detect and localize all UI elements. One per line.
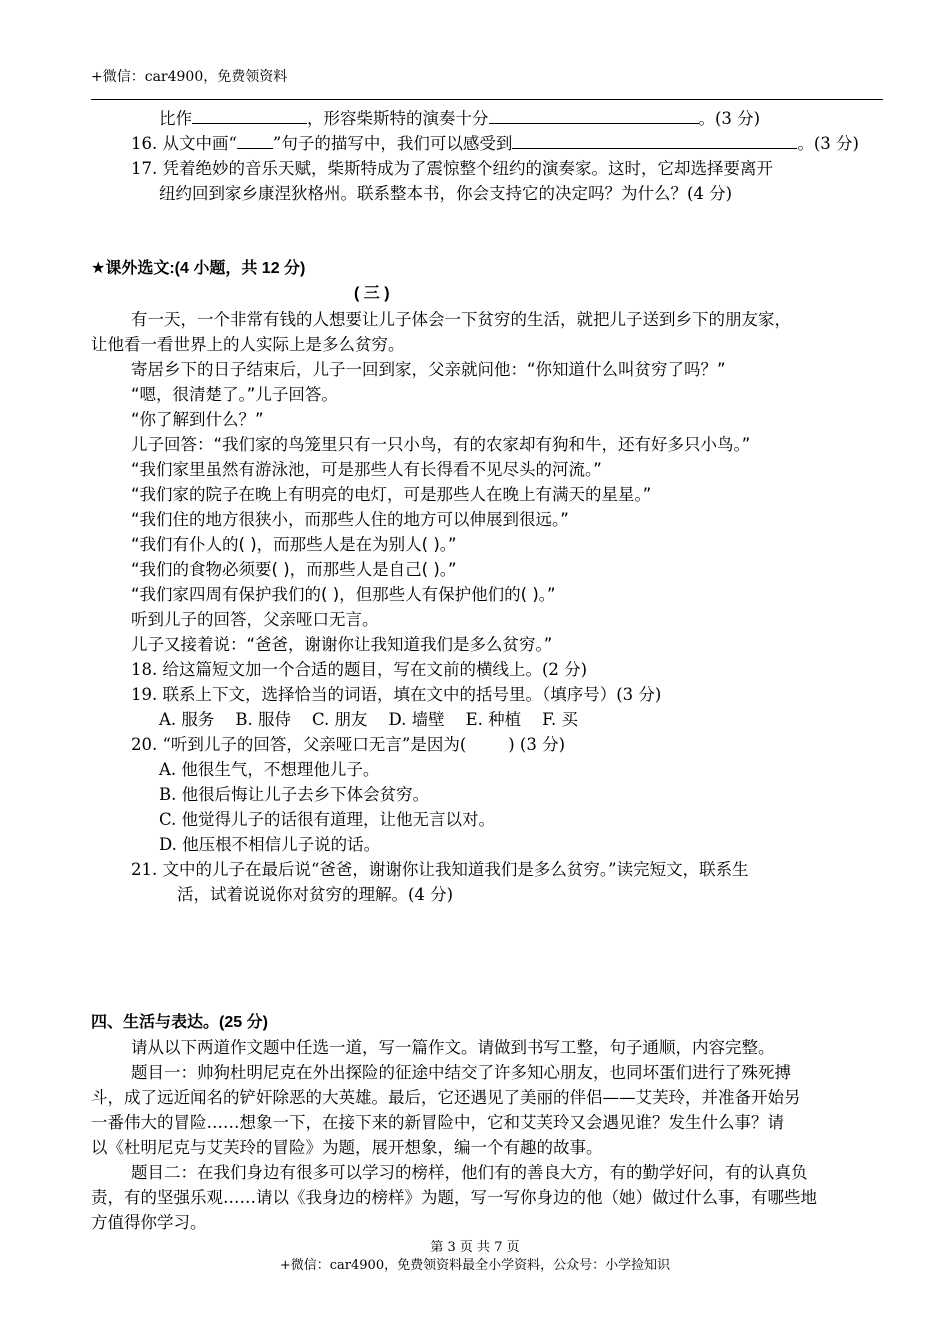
q15-text-c: 。(3 分): [698, 109, 761, 128]
story-line: 有一天，一个非常有钱的人想要让儿子体会一下贫穷的生活，就把儿子送到乡下的朋友家，: [131, 310, 791, 329]
essay-line: 以《杜明尼克与艾芙玲的冒险》为题，展开想象，编一个有趣的故事。: [91, 1138, 603, 1157]
q15-line: [159, 108, 760, 130]
q20-option-b: B. 他很后悔让儿子去乡下体会贫穷。: [159, 785, 430, 804]
q20-option-a: A. 他很生气，不想理他儿子。: [159, 760, 380, 779]
q15-text-b: ，形容柴斯特的演奏十分: [307, 109, 489, 128]
q18-line: 18. 给这篇短文加一个合适的题目，写在文前的横线上。(2 分): [131, 660, 588, 679]
story-line: 儿子回答：“我们家的鸟笼里只有一只小鸟，有的农家却有狗和牛，还有好多只小鸟。”: [131, 435, 751, 454]
q15-text-a: 比作: [159, 109, 192, 128]
story-line: 听到儿子的回答，父亲哑口无言。: [131, 610, 379, 629]
footer-note: +微信：car4900，免费领资料最全小学资料，公众号：小学捡知识: [279, 1258, 671, 1273]
answer-blank: [192, 109, 307, 124]
story-line: “我们有仆人的( )，而那些人是在为别人( )。”: [131, 535, 457, 554]
q20-line: 20. “听到儿子的回答，父亲哑口无言”是因为( ) (3 分): [131, 735, 566, 754]
q20-option-d: D. 他压根不相信儿子说的话。: [159, 835, 381, 854]
header-rule: [91, 99, 883, 100]
answer-blank: [237, 134, 273, 149]
essay-line: 一番伟大的冒险……想象一下，在接下来的新冒险中，它和艾芙玲又会遇见谁？发生什么事？请: [91, 1113, 784, 1132]
q21-line-1: 21. 文中的儿子在最后说“爸爸，谢谢你让我知道我们是多么贫穷。”读完短文，联系生: [131, 860, 749, 879]
header-note: +微信：car4900，免费领资料: [91, 69, 288, 85]
section4-heading: 四、生活与表达。(25 分): [91, 1014, 268, 1031]
story-line: “我们家四周有保护我们的( )，但那些人有保护他们的( )。”: [131, 585, 556, 604]
q16-line: [131, 133, 859, 155]
answer-blank: [512, 134, 797, 149]
section3-subheading: ( 三 ): [354, 285, 390, 302]
story-line: “我们家里虽然有游泳池，可是那些人有长得看不见尽头的河流。”: [131, 460, 602, 479]
story-line: “我们的食物必须要( )，而那些人是自己( )。”: [131, 560, 457, 579]
story-line: 儿子又接着说：“爸爸，谢谢你让我知道我们是多么贫穷。”: [131, 635, 553, 654]
essay-line: 题目一：帅狗杜明尼克在外出探险的征途中结交了许多知心朋友，也同坏蛋们进行了殊死搏: [131, 1063, 791, 1082]
q17-line-1: 17. 凭着绝妙的音乐天赋，柴斯特成为了震惊整个纽约的演奏家。这时，它却选择要离开: [131, 159, 773, 178]
q19-options: A. 服务 B. 服侍 C. 朋友 D. 墙壁 E. 种植 F. 买: [159, 710, 578, 729]
q16-text-c: 。(3 分): [797, 134, 859, 153]
q16-text-b: ”句子的描写中，我们可以感受到: [272, 134, 513, 153]
story-line: 让他看一看世界上的人实际上是多么贫穷。: [91, 335, 405, 354]
q16-text-a: 16. 从文中画“: [131, 134, 237, 153]
story-line: “我们家的院子在晚上有明亮的电灯，可是那些人在晚上有满天的星星。”: [131, 485, 652, 504]
story-line: “你了解到什么？”: [131, 410, 264, 429]
q21-line-2: 活，试着说说你对贫穷的理解。(4 分): [177, 885, 454, 904]
essay-line: 题目二：在我们身边有很多可以学习的榜样，他们有的善良大方，有的勤学好问，有的认真负: [131, 1163, 808, 1182]
page-number: 第 3 页 共 7 页: [430, 1240, 520, 1255]
section3-heading: ★课外选文:(4 小题，共 12 分): [91, 260, 306, 277]
story-line: “嗯，很清楚了。”儿子回答。: [131, 385, 338, 404]
story-line: “我们住的地方很狭小，而那些人住的地方可以伸展到很远。”: [131, 510, 569, 529]
essay-line: 方值得你学习。: [91, 1213, 207, 1232]
story-line: 寄居乡下的日子结束后，儿子一回到家，父亲就问他：“你知道什么叫贫穷了吗？”: [131, 360, 726, 379]
essay-line: 请从以下两道作文题中任选一道，写一篇作文。请做到书写工整，句子通顺，内容完整。: [131, 1038, 775, 1057]
q19-line: 19. 联系上下文，选择恰当的词语，填在文中的括号里。（填序号）(3 分): [131, 685, 662, 704]
answer-blank: [489, 109, 699, 124]
essay-line: 责，有的坚强乐观……请以《我身边的榜样》为题，写一写你身边的他（她）做过什么事，有哪些地: [91, 1188, 817, 1207]
q20-option-c: C. 他觉得儿子的话很有道理，让他无言以对。: [159, 810, 496, 829]
q17-line-2: 纽约回到家乡康涅狄格州。联系整本书，你会支持它的决定吗？为什么？(4 分): [159, 184, 733, 203]
essay-line: 斗，成了远近闻名的铲奸除恶的大英雄。最后，它还遇见了美丽的伴侣——艾芙玲，并准备开始另: [91, 1088, 801, 1107]
